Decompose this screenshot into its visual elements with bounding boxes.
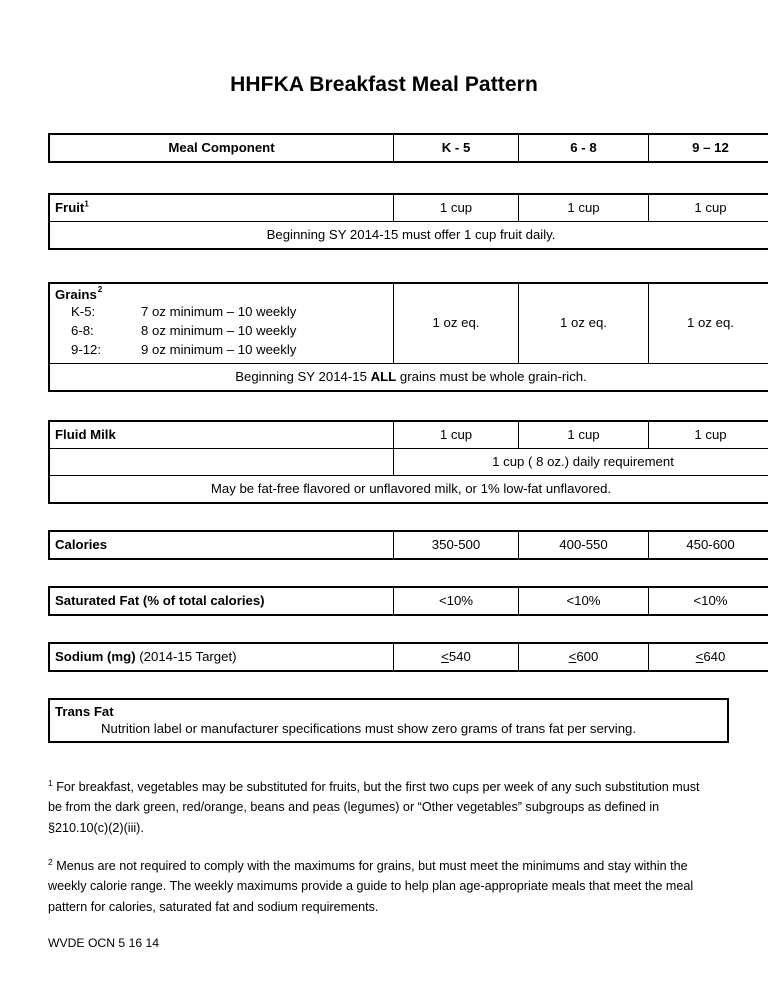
sodium-operator-9-12: < [695,648,704,664]
spacer [40,616,728,642]
table-row [49,448,768,475]
grains-note [49,363,768,391]
sodium-number-6-8: 600 [576,648,599,664]
list-item [55,322,381,341]
grains-amount-6-8: 8 oz minimum – 10 weekly [141,323,297,339]
fruit-note: Beginning SY 2014-15 must offer 1 cup fruit daily. [49,222,768,250]
table-row [49,194,768,222]
calories-k5-value: 350-500 [394,531,519,559]
fruit-footnote-mark: 1 [84,199,89,209]
fluid-milk-table [48,420,768,504]
footnote-2 [48,856,714,917]
grains-k5-value: 1 oz eq. [394,283,519,363]
table-row [49,643,768,671]
header-grade-9-12: 9 – 12 [649,134,768,162]
fluid-milk-note: May be fat-free flavored or unflavored milk, or 1% low-fat unflavored. [49,475,768,503]
sodium-number-k5: 540 [448,648,471,664]
grains-9-12-value: 1 oz eq. [649,283,768,363]
spacer [40,560,728,586]
grains-note-emphasis: ALL [370,368,397,384]
trans-fat-table [48,698,729,743]
sodium-6-8-value [519,643,649,671]
grains-amount-k5: 7 oz minimum – 10 weekly [141,304,297,320]
saturated-fat-9-12-value: <10% [649,587,768,615]
grains-6-8-value: 1 oz eq. [519,283,649,363]
grains-grade-6-8: 6-8: [71,323,94,339]
sodium-label-target: (2014-15 Target) [135,648,237,664]
footnote-1 [48,777,714,838]
table-row [49,222,768,250]
calories-9-12-value: 450-600 [649,531,768,559]
fluid-milk-empty-cell [49,448,394,475]
grains-label-text: Grains [55,287,97,303]
header-grade-k5: K - 5 [394,134,519,162]
sodium-operator-k5: < [441,648,449,664]
meal-pattern-header-table [48,133,768,163]
grains-requirements-list [55,303,381,359]
grains-grade-k5: K-5: [71,304,96,320]
fruit-table [48,193,768,250]
footnotes-section [40,777,728,917]
fruit-label-text: Fruit [55,199,85,215]
grains-amount-9-12: 9 oz minimum – 10 weekly [141,341,297,357]
spacer [40,504,728,530]
table-row [49,134,768,162]
calories-label: Calories [49,531,394,559]
fruit-6-8-value: 1 cup [519,194,649,222]
fruit-k5-value: 1 cup [394,194,519,222]
table-row [49,421,768,449]
grains-table [48,282,768,392]
calories-table [48,530,768,560]
sodium-table [48,642,768,672]
document-footer: WVDE OCN 5 16 14 [48,936,160,951]
sodium-number-9-12: 640 [703,648,726,664]
footnote-2-text: Menus are not required to comply with the maximums for grains, but must meet the minimums and stay within the weekly calorie range. The weekly maximums provide a guide to help plan age-appropriate meals that meet the meal pattern for calories, saturated fat and sodium requirements. [48,858,694,914]
header-meal-component: Meal Component [49,134,394,162]
footnote-1-mark: 1 [48,777,53,788]
sodium-k5-value [394,643,519,671]
table-row [49,283,768,363]
table-row [49,531,768,559]
table-row [49,587,768,615]
saturated-fat-table [48,586,768,616]
fruit-label [49,194,394,222]
grains-grade-9-12: 9-12: [71,341,102,357]
grains-label [55,284,388,303]
sodium-label [49,643,394,671]
trans-fat-note: Nutrition label or manufacturer specifications must show zero grams of trans fat per serving. [101,720,637,736]
header-grade-6-8: 6 - 8 [519,134,649,162]
sodium-label-bold: Sodium (mg) [55,648,136,664]
fluid-milk-6-8-value: 1 cup [519,421,649,449]
saturated-fat-label: Saturated Fat (% of total calories) [49,587,394,615]
calories-6-8-value: 400-550 [519,531,649,559]
fluid-milk-k5-value: 1 cup [394,421,519,449]
spacer [40,672,728,698]
sodium-operator-6-8: < [568,648,577,664]
spacer [40,163,728,193]
grains-note-suffix: grains must be whole grain-rich. [396,368,587,384]
spacer [40,250,728,282]
trans-fat-label: Trans Fat [55,703,114,719]
saturated-fat-k5-value: <10% [394,587,519,615]
fruit-9-12-value: 1 cup [649,194,768,222]
grains-note-prefix: Beginning SY 2014-15 [235,368,371,384]
grains-footnote-mark: 2 [97,284,103,294]
saturated-fat-6-8-value: <10% [519,587,649,615]
footnote-1-text: For breakfast, vegetables may be substituted for fruits, but the first two cups per week of any such substitution must be from the dark green, red/orange, beans and peas (legumes) or “Other vegetables” subgroups as defined in §210.10(c)(2)(iii). [48,779,700,835]
footnote-2-mark: 2 [48,856,53,867]
fluid-milk-9-12-value: 1 cup [649,421,768,449]
grains-label-cell [49,283,394,363]
page-title: HHFKA Breakfast Meal Pattern [230,73,538,96]
spacer [40,392,728,420]
fluid-milk-daily-requirement: 1 cup ( 8 oz.) daily requirement [394,448,768,475]
sodium-9-12-value [649,643,768,671]
table-row [49,699,728,742]
list-item [55,303,381,322]
table-row [49,363,768,391]
table-row [49,475,768,503]
list-item [55,341,381,360]
fluid-milk-label: Fluid Milk [49,421,394,449]
trans-fat-cell [49,699,728,742]
spacer [40,97,728,133]
